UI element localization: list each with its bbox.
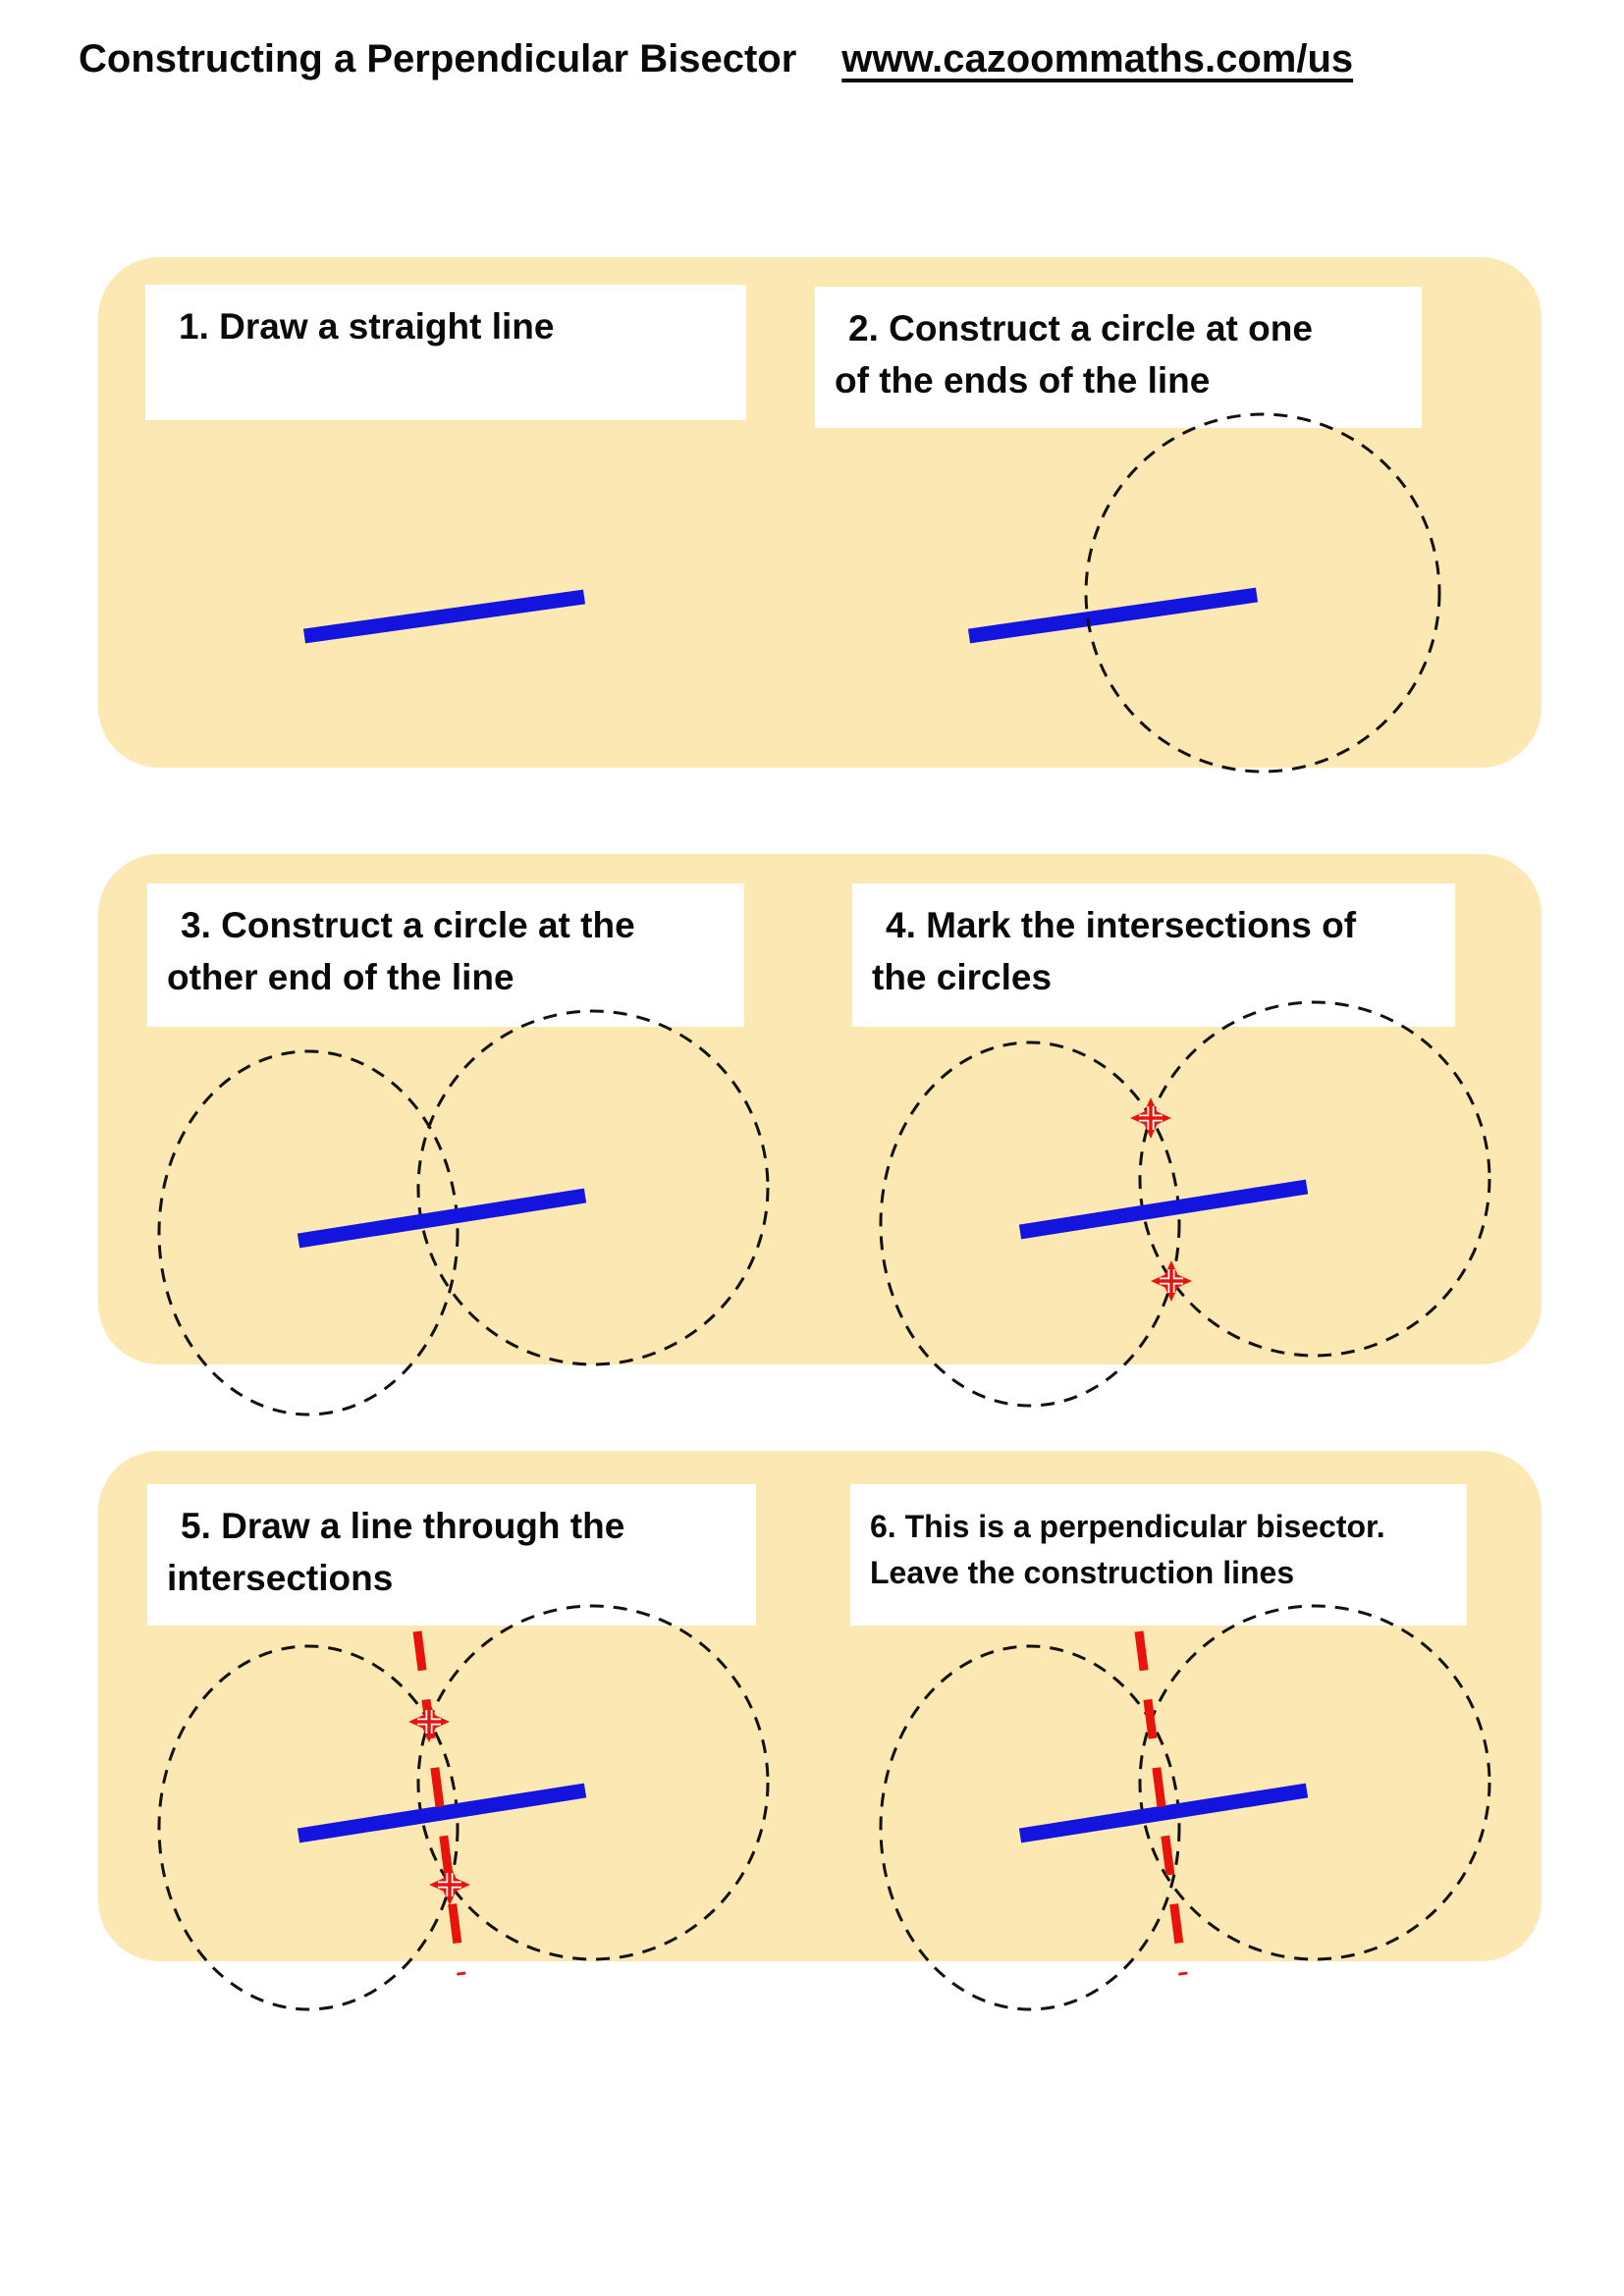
step-3-label bbox=[147, 883, 744, 1027]
step-5-text-line2: intersections bbox=[167, 1558, 394, 1598]
website-link[interactable]: www.cazoommaths.com/us bbox=[841, 37, 1354, 80]
step-3-text-line2: other end of the line bbox=[167, 957, 514, 997]
step-5-text-line1: 5. Draw a line through the bbox=[181, 1506, 625, 1546]
step-5-label bbox=[147, 1484, 756, 1626]
step-2-text-line2: of the ends of the line bbox=[835, 360, 1211, 400]
page-header bbox=[79, 37, 1353, 81]
step-1-label bbox=[145, 285, 746, 420]
step-4-text-line2: the circles bbox=[872, 957, 1053, 997]
step-6-label bbox=[850, 1484, 1467, 1626]
page-title: Constructing a Perpendicular Bisector bbox=[79, 37, 797, 80]
step-3-text-line1: 3. Construct a circle at the bbox=[181, 905, 635, 945]
step-6-text-line1: 6. This is a perpendicular bisector. bbox=[870, 1509, 1385, 1544]
step-1-text: 1. Draw a straight line bbox=[179, 306, 555, 347]
step-6-text-line2: Leave the construction lines bbox=[870, 1555, 1295, 1590]
step-2-text-line1: 2. Construct a circle at one bbox=[848, 308, 1313, 348]
step-4-label bbox=[852, 883, 1455, 1027]
step-4-text-line1: 4. Mark the intersections of bbox=[886, 905, 1357, 945]
step-2-label bbox=[815, 287, 1422, 428]
